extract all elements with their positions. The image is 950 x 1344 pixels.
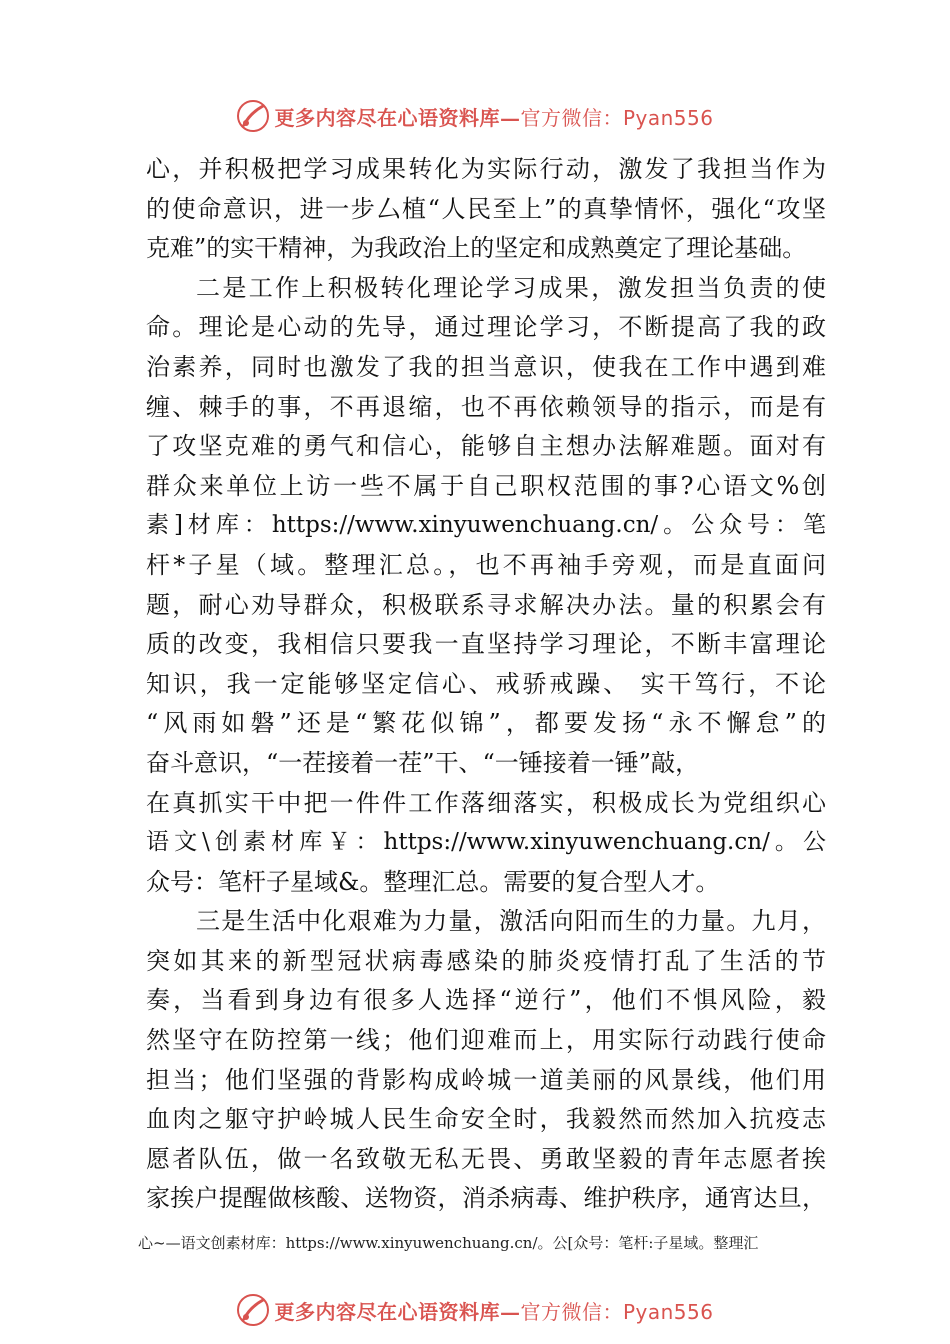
text-line: 杆*子星（域。整理汇总。，也不再袖手旁观，而是直面问 [146,550,826,579]
text-line: 奋斗意识，“一茬接着一茬”干、“一锤接着一锤”敲， [146,748,700,777]
brush-logo-icon [236,99,270,133]
banner-title [274,1296,713,1325]
text-line: 了攻坚克难的勇气和信心，能够自主想办法解难题。面对有 [146,432,826,461]
text-line: 缠、棘手的事，不再退缩，也不再依赖领导的指示，而是有 [146,392,826,421]
text-line: 担当；他们坚强的背影构成岭城一道美丽的风景线，他们用 [146,1065,826,1094]
banner-main-text: 更多内容尽在心语资料库— [274,1299,521,1324]
text-line: 众号：笔杆子星域&。整理汇总。需要的复合型人才。 [146,867,720,896]
document-body [146,150,826,1219]
text-line: 群众来单位上访一些不属于自己职权范围的事?心语文%创 [146,471,826,500]
text-line: 命。理论是心动的先导，通过理论学习，不断提高了我的政 [146,313,826,342]
header-banner [0,96,950,136]
text-line: 在真抓实干中把一件件工作落细落实，积极成长为党组织心 [146,788,826,817]
text-line: 的使命意识，进一步厶植“人民至上”的真挚情怀，强化“攻坚 [146,194,826,223]
brush-logo-icon [236,1293,270,1327]
text-line: 血肉之躯守护岭城人民生命安全时，我毅然而然加入抗疫志 [146,1105,826,1134]
text-line: 然坚守在防控第一线；他们迎难而上，用实际行动践行使命 [146,1026,826,1055]
footer-banner [0,1290,950,1330]
text-line: 语文\创素材库￥：https://www.xinyuwenchuang.cn/。公 [146,829,826,856]
text-line: 心，并积极把学习成果转化为实际行动，激发了我担当作为 [146,155,826,183]
text-line: 三是生活中化艰难为力量，激活向阳而生的力量。九月， [196,907,826,936]
text-line: 治素养，同时也激发了我的担当意识，使我在工作中遇到难 [146,352,826,381]
footer-watermark-note: 心~—语文创素材库：https://www.xinyuwenchuang.cn/。公[众号：笔杆:子星域。整理汇 [138,1234,759,1252]
text-line: 家挨户提醒做核酸、送物资，消杀病毒、维护秩序，通宵达旦， [146,1184,826,1213]
banner-wechat-text: 官方微信：Pyan556 [520,105,714,130]
text-line: “风雨如磐”还是“繁花似锦”，都要发扬“永不懈怠”的 [146,709,826,738]
banner-wechat-text: 官方微信：Pyan556 [520,1299,714,1324]
text-line: 奏，当看到身边有很多人选择“逆行”，他们不惧风险，毅 [146,986,826,1015]
text-line: 愿者队伍，做一名致敬无私无畏、勇敢坚毅的青年志愿者挨 [146,1144,826,1173]
text-line: 素]材库：https://www.xinyuwenchuang.cn/。公众号：笔 [146,512,826,539]
text-line: 知识，我一定能够坚定信心、戒骄戒躁、 实干笃行，不论 [146,669,826,698]
text-line: 克难”的实干精神，为我政治上的坚定和成熟奠定了理论基础。 [146,234,807,263]
text-line: 二是工作上积极转化理论学习成果，激发担当负责的使 [196,273,826,302]
text-line: 题，耐心劝导群众，积极联系寻求解决办法。量的积累会有 [146,590,826,619]
text-line: 突如其来的新型冠状病毒感染的肺炎疫情打乱了生活的节 [146,946,826,975]
banner-main-text: 更多内容尽在心语资料库— [274,105,521,130]
text-line: 质的改变，我相信只要我一直坚持学习理论，不断丰富理论 [146,630,826,659]
banner-title [274,102,713,131]
